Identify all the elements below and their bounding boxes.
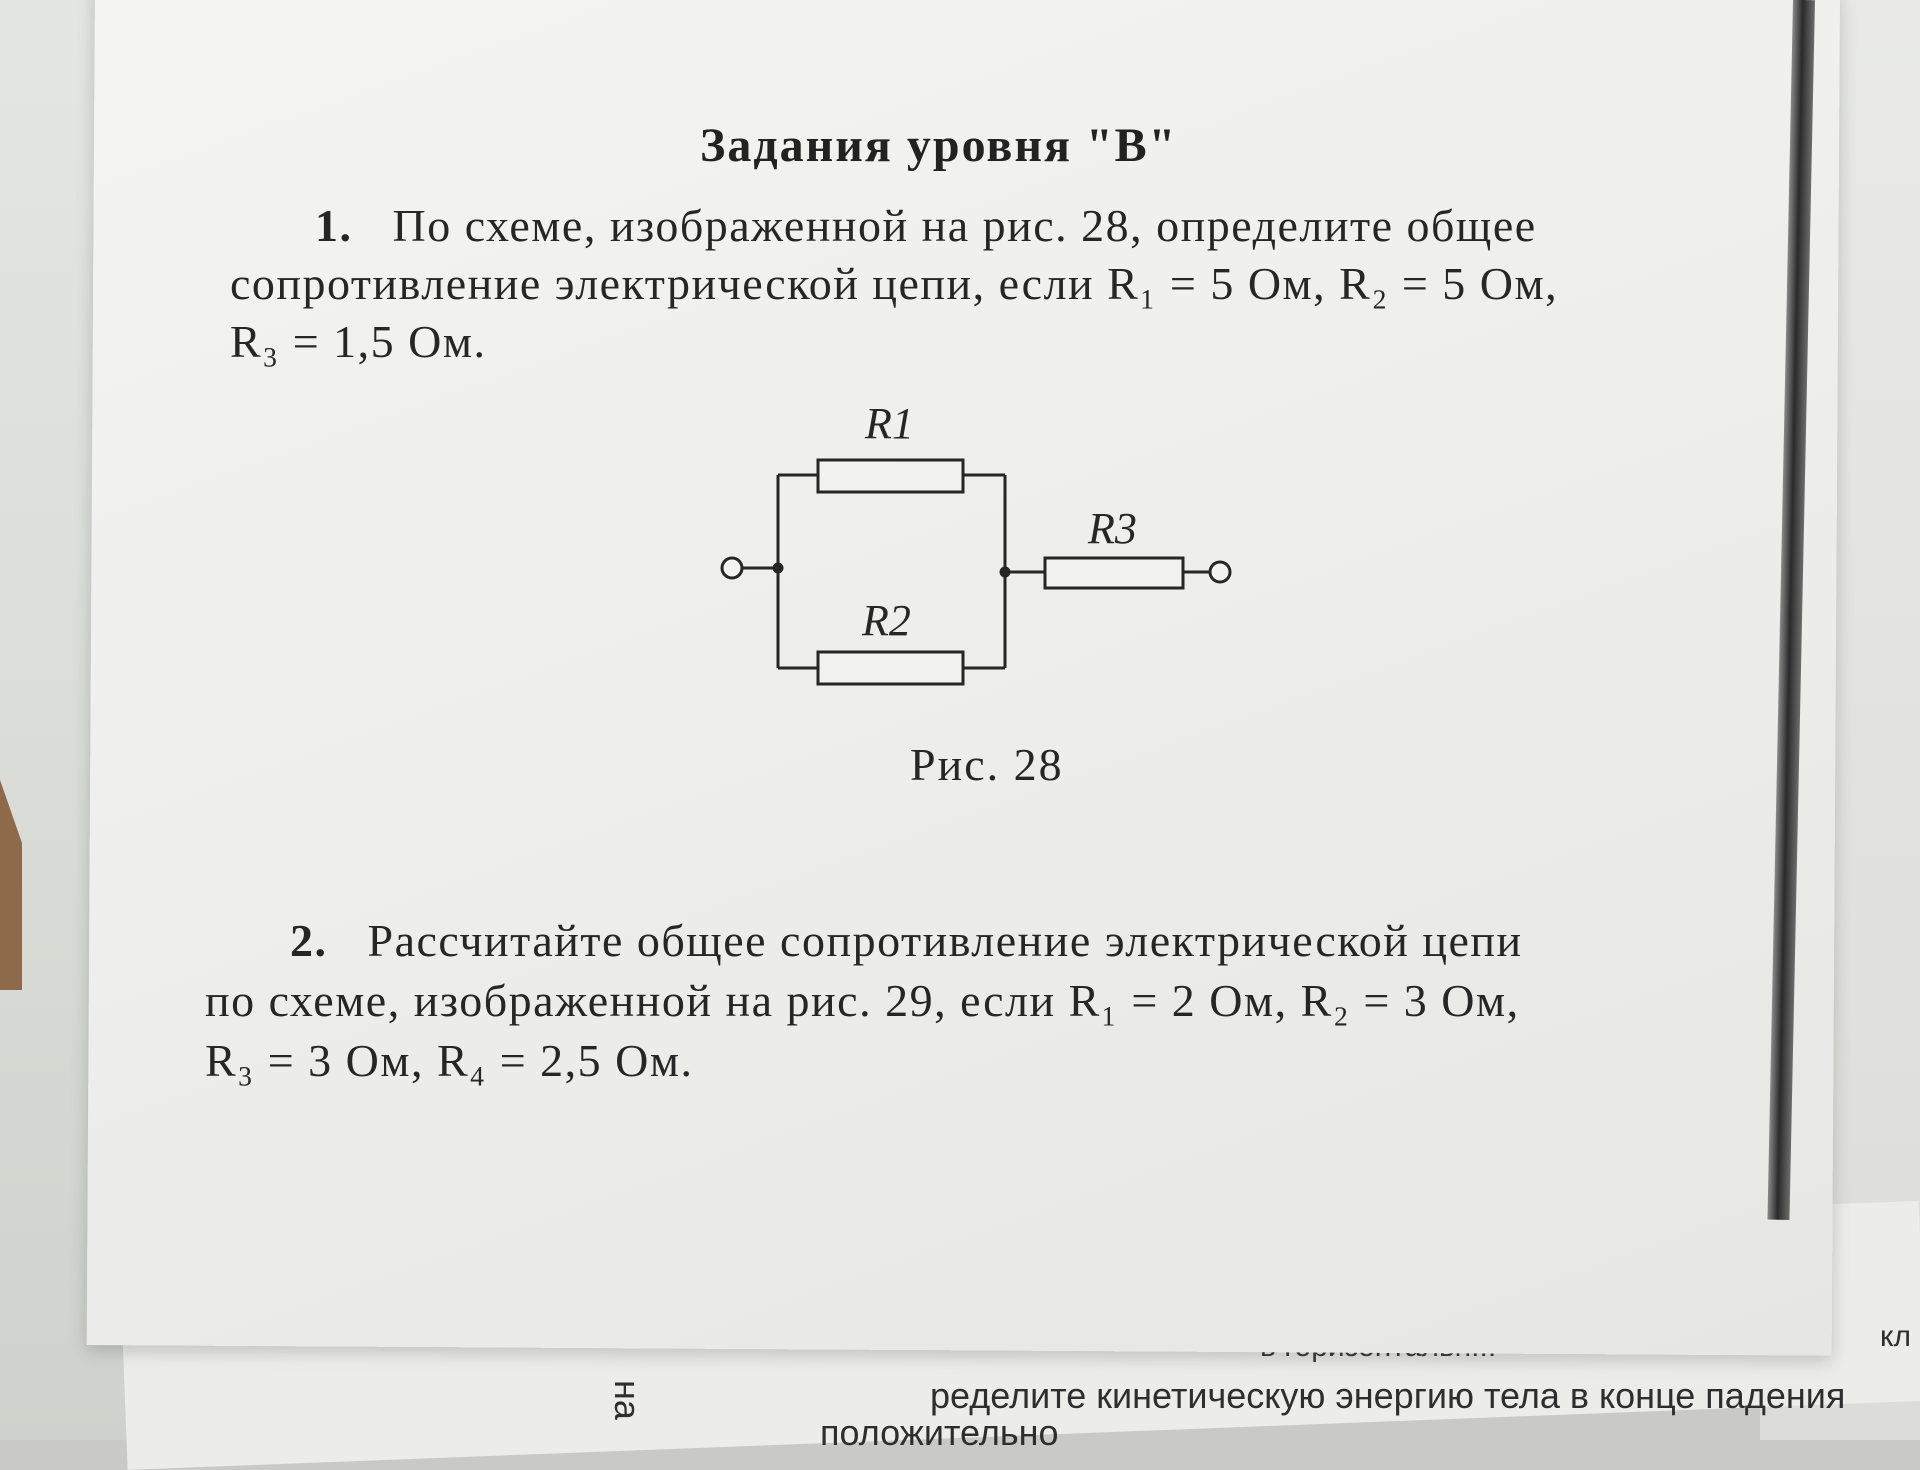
underlying-text-line: ределите кинетическую энергию тела в конце падения <box>930 1375 1846 1416</box>
output-terminal <box>1210 562 1230 582</box>
problem-1-line-3: R₃ = 1,5 Ом. <box>230 316 487 367</box>
label-r1: R1 <box>865 400 914 448</box>
problem-2-line-1 <box>290 912 1523 970</box>
resistor-r2 <box>818 652 963 684</box>
problem-1-number: 1. <box>315 200 353 251</box>
section-heading: Задания уровня "В" <box>700 119 1178 172</box>
problem-1-text: По схеме, изображенной на рис. 28, определите общее <box>392 200 1537 251</box>
input-terminal <box>722 558 742 578</box>
label-r3: R3 <box>1088 504 1137 553</box>
underlying-side-word: на <box>607 1380 648 1420</box>
underlying-text-line: положительно <box>820 1412 1059 1453</box>
resistor-r3 <box>1045 558 1183 588</box>
problem-2-line-2: по схеме, изображенной на рис. 29, если R₁ = 2 Ом, R₂ = 3 Ом, <box>205 975 1520 1026</box>
underlying-text-fragment: кл <box>1880 1320 1911 1353</box>
figure-caption: Рис. 28 <box>910 739 1064 790</box>
circuit-diagram <box>710 400 1250 710</box>
problem-2-line-3: R₃ = 3 Ом, R₄ = 2,5 Ом. <box>205 1035 694 1086</box>
problem-1-line-2: сопротивление электрической цепи, если R₁ = 5 Ом, R₂ = 5 Ом, <box>230 258 1559 309</box>
resistor-r1 <box>818 460 963 492</box>
label-r2: R2 <box>862 596 911 645</box>
problem-2-text: Рассчитайте общее сопротивление электрической цепи <box>367 915 1523 966</box>
problem-1-line-1 <box>315 197 1537 255</box>
problem-2-number: 2. <box>290 915 328 966</box>
